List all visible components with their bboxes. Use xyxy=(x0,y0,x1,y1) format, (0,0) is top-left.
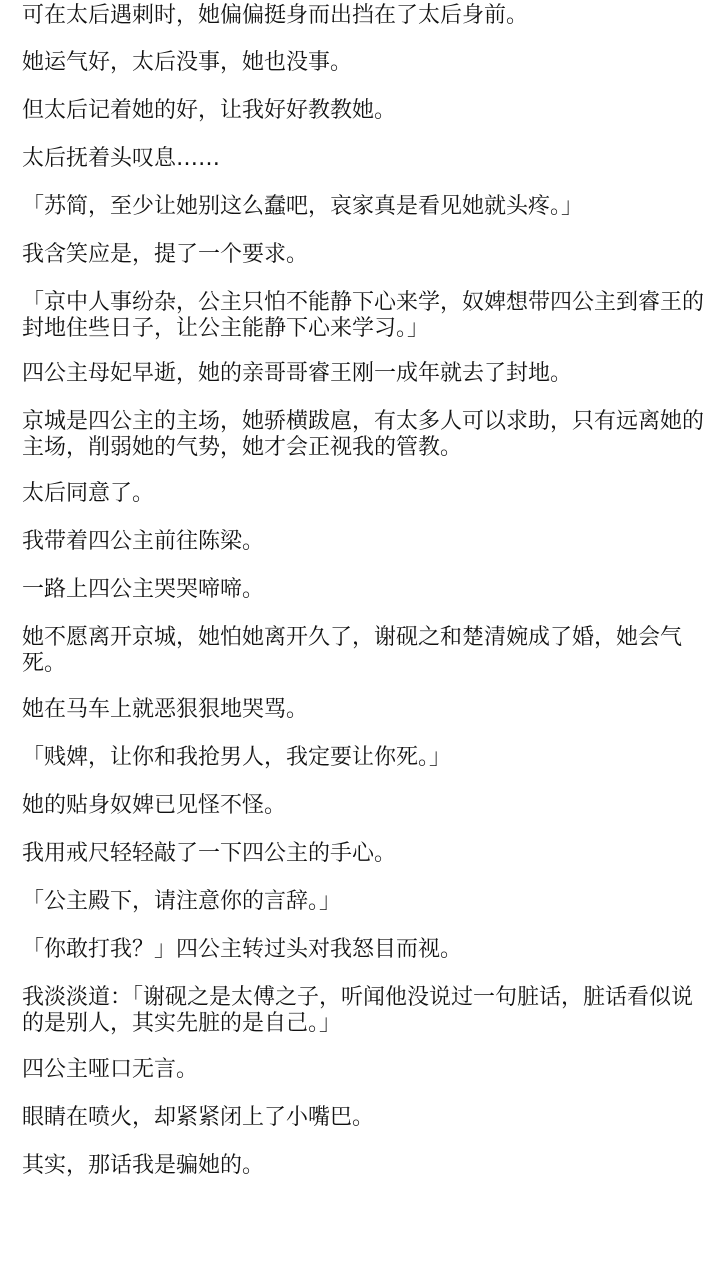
paragraph: 四公主哑口无言。 xyxy=(22,1057,199,1082)
paragraph: 四公主母妃早逝，她的亲哥哥睿王刚一成年就去了封地。 xyxy=(22,361,573,386)
paragraph: 一路上四公主哭哭啼啼。 xyxy=(22,577,265,602)
paragraph: 「京中人事纷杂，公主只怕不能静下心来学，奴婢想带四公主到睿王的封地住些日子，让公主能静下心来学习。」 xyxy=(22,290,705,341)
paragraph: 其实，那话我是骗她的。 xyxy=(22,1153,265,1178)
paragraph: 眼睛在喷火，却紧紧闭上了小嘴巴。 xyxy=(22,1105,375,1130)
paragraph: 太后抚着头叹息…… xyxy=(22,146,221,171)
paragraph: 太后同意了。 xyxy=(22,481,155,506)
paragraph: 她运气好，太后没事，她也没事。 xyxy=(22,50,353,75)
paragraph: 可在太后遇刺时，她偏偏挺身而出挡在了太后身前。 xyxy=(22,3,529,28)
paragraph: 但太后记着她的好，让我好好教教她。 xyxy=(22,98,397,123)
paragraph: 「你敢打我？」四公主转过头对我怒目而视。 xyxy=(22,937,463,962)
paragraph: 「公主殿下，请注意你的言辞。」 xyxy=(22,889,342,914)
paragraph: 她的贴身奴婢已见怪不怪。 xyxy=(22,793,287,818)
paragraph: 我用戒尺轻轻敲了一下四公主的手心。 xyxy=(22,841,397,866)
paragraph: 我含笑应是，提了一个要求。 xyxy=(22,242,309,267)
paragraph: 「苏简，至少让她别这么蠢吧，哀家真是看见她就头疼。」 xyxy=(22,194,584,219)
paragraph: 我带着四公主前往陈梁。 xyxy=(22,529,265,554)
paragraph: 她不愿离开京城，她怕她离开久了，谢砚之和楚清婉成了婚，她会气死。 xyxy=(22,625,683,676)
paragraph: 京城是四公主的主场，她骄横跋扈，有太多人可以求助，只有远离她的主场，削弱她的气势，她才会正视我的管教。 xyxy=(22,409,705,460)
paragraph: 「贱婢，让你和我抢男人，我定要让你死。」 xyxy=(22,745,452,770)
paragraph: 她在马车上就恶狠狠地哭骂。 xyxy=(22,697,309,722)
paragraph: 我淡淡道：「谢砚之是太傅之子，听闻他没说过一句脏话，脏话看似说的是别人，其实先脏的是自己。」 xyxy=(22,985,694,1036)
